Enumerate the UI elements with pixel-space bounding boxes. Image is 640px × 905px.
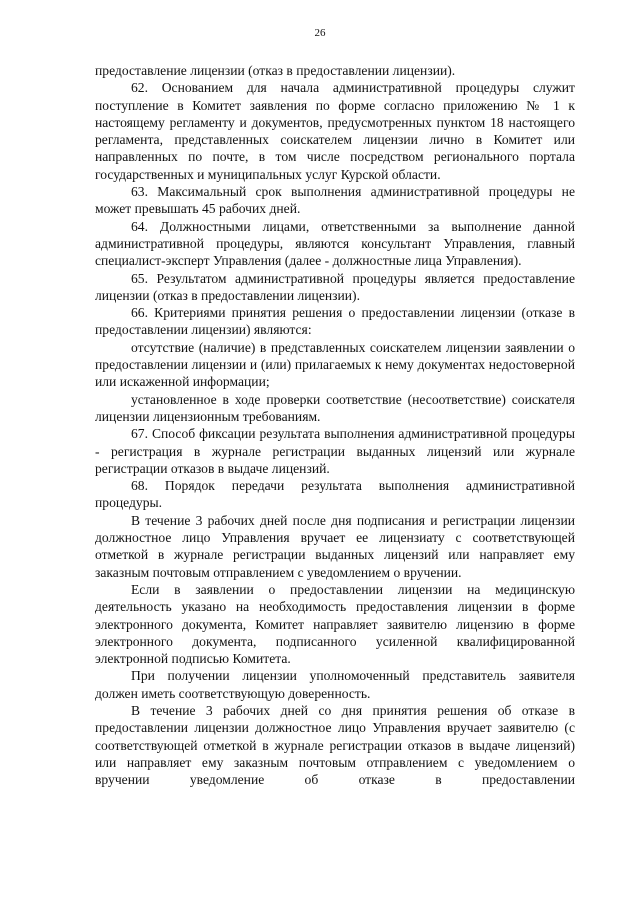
paragraph-63: 63. Максимальный срок выполнения административной процедуры не может превышать 45 рабочих дней. xyxy=(95,184,575,217)
paragraph-continuation: предоставление лицензии (отказ в предоставлении лицензии). xyxy=(95,63,456,78)
paragraph-65: 65. Результатом административной процедуры является предоставление лицензии (отказ в предоставлении лицензии). xyxy=(95,270,575,303)
paragraph-67: 67. Способ фиксации результата выполнения административной процедуры - регистрация в журнале регистрации выданных лицензий или журнале регистрации отказов в выдаче лицензий. xyxy=(95,426,575,476)
paragraph-62: 62. Основанием для начала административной процедуры служит поступление в Комитет заявления по форме согласно приложению № 1 к настоящему регламенту и документов, предусмотренных пунктом 18 настоящего регламента, представленных соискателем лицензии лично в Комитет или направленных по почте, в том числе посредством регионального портала государственных и муниципальных услуг Курской области. xyxy=(95,80,575,182)
paragraph-66-criterion-1: отсутствие (наличие) в представленных соискателем лицензии заявлении о предоставлении лицензии и (или) прилагаемых к нему документах недостоверной или искаженной информации; xyxy=(95,339,575,390)
paragraph-68-electronic-license: Если в заявлении о предоставлении лицензии на медицинскую деятельность указано на необходимость предоставления лицензии в форме электронного документа, Комитет направляет заявителю лицензию в форме электронного документа, подписанного усиленной квалифицированной электронной подписью Комитета. xyxy=(95,581,575,667)
paragraph-68-power-of-attorney: При получении лицензии уполномоченный представитель заявителя должен иметь соответствующую доверенность. xyxy=(95,668,575,701)
paragraph-66-criterion-2: установленное в ходе проверки соответствие (несоответствие) соискателя лицензии лицензионным требованиям. xyxy=(95,391,575,424)
paragraph-68: 68. Порядок передачи результата выполнения административной процедуры. xyxy=(95,478,575,511)
paragraph-68-refusal-delivery: В течение 3 рабочих дней со дня принятия решения об отказе в предоставлении лицензии должностное лицо Управления вручает заявителю (с соответствующей отметкой в журнале регистрации отказов в выдаче лицензий) или направляет ему заказным почтовым отправлением с уведомлением о вручении уведомление об отказе в предоставлении xyxy=(95,702,575,788)
paragraph-66: 66. Критериями принятия решения о предоставлении лицензии (отказе в предоставлении лицензии) являются: xyxy=(95,305,575,338)
page-number: 26 xyxy=(314,27,326,39)
paragraph-64: 64. Должностными лицами, ответственными за выполнение данной административной процедуры, являются консультант Управления, главный специалист-эксперт Управления (далее - должностные лица Управления). xyxy=(95,218,575,269)
paragraph-68-license-delivery: В течение 3 рабочих дней после дня подписания и регистрации лицензии должностное лицо Управления вручает ее лицензиату с соответствующей отметкой в журнале регистрации выданных лицензий или направляет ему заказным почтовым отправлением с уведомлением о вручении. xyxy=(95,512,575,580)
document-body xyxy=(95,62,575,788)
